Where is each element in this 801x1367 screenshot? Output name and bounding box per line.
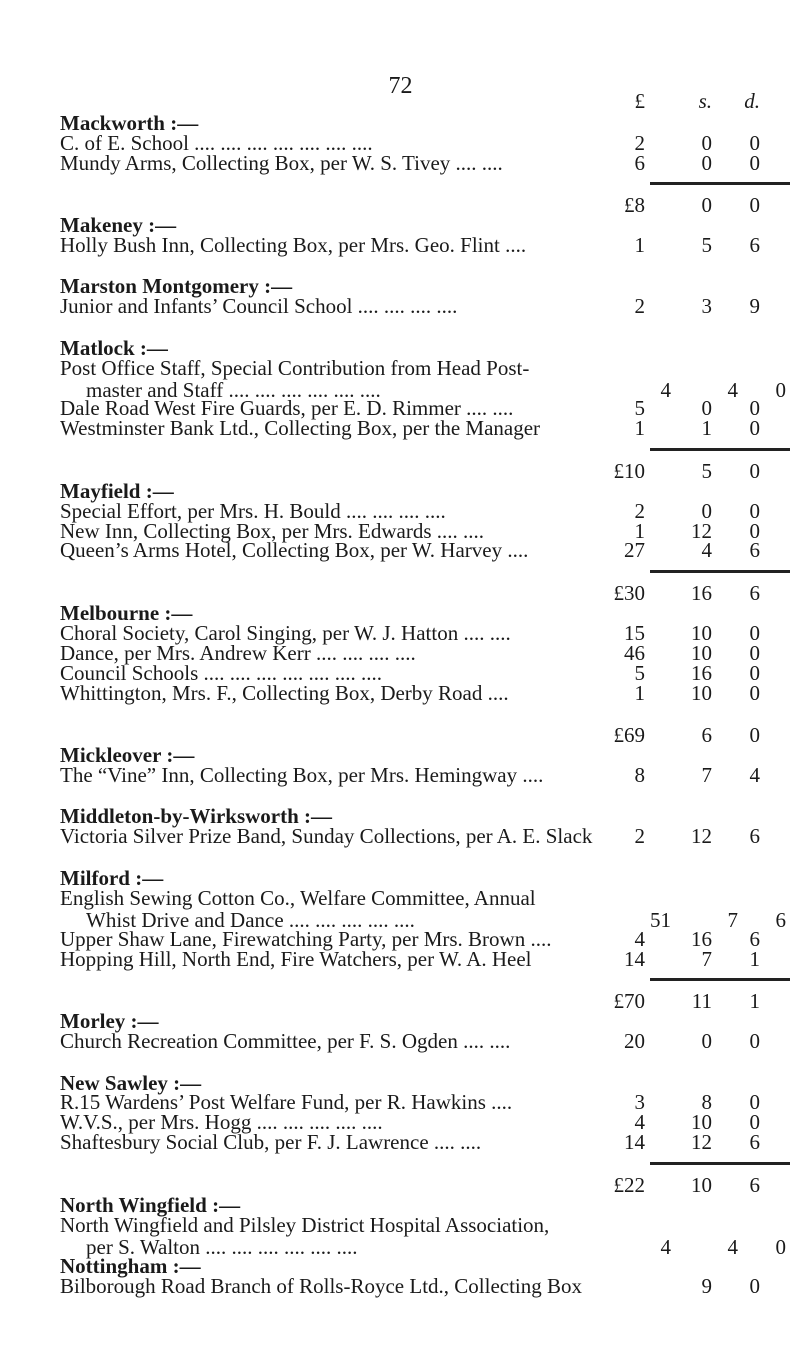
amount-pounds: 3 — [634, 1090, 645, 1114]
total-rule — [650, 1162, 790, 1165]
total-pounds: £30 — [613, 581, 645, 605]
amount-pence: 0 — [749, 681, 760, 705]
entry-line — [60, 150, 760, 176]
amount-pence: 6 — [749, 233, 760, 257]
amount-pounds: 2 — [634, 131, 645, 155]
amount-pence: 0 — [749, 1110, 760, 1134]
amount-pounds: 15 — [624, 621, 645, 645]
amount-pounds: 4 — [634, 927, 645, 951]
amount-pence: 0 — [749, 396, 760, 420]
entry-text: Dance, per Mrs. Andrew Kerr .... .... .... .... — [60, 641, 416, 665]
total-shillings: 10 — [691, 1173, 712, 1197]
entry-line — [60, 680, 760, 706]
entry-text: Bilborough Road Branch of Rolls-Royce Ltd., Collecting Box — [60, 1274, 583, 1298]
amount-shillings: 0 — [701, 151, 712, 175]
entry-text: Junior and Infants’ Council School .... .... .... .... — [60, 294, 458, 318]
amount-pence: 0 — [749, 661, 760, 685]
entry-text: Whist Drive and Dance .... .... .... .... .... — [86, 908, 415, 932]
amount-pounds: 4 — [634, 1110, 645, 1134]
entry-text: North Wingfield and Pilsley District Hospital Association, — [60, 1213, 550, 1237]
amount-shillings: 4 — [701, 538, 712, 562]
total-pence: 0 — [749, 723, 760, 747]
amount-shillings: 4 — [727, 1235, 738, 1259]
entry-text: English Sewing Cotton Co., Welfare Committee, Annual — [60, 886, 536, 910]
entry-text: master and Staff .... .... .... .... .... .... — [86, 378, 381, 402]
amount-pounds: 8 — [634, 763, 645, 787]
amount-pence: 0 — [749, 416, 760, 440]
section-heading: Marston Montgomery :— — [60, 274, 293, 298]
amount-pounds: 6 — [634, 151, 645, 175]
entry-line — [60, 823, 760, 849]
amount-pounds: 46 — [624, 641, 645, 665]
total-pence: 0 — [749, 193, 760, 217]
total-shillings: 6 — [701, 723, 712, 747]
amount-pounds: 14 — [624, 947, 645, 971]
entry-line — [60, 415, 760, 441]
amount-pence: 0 — [749, 151, 760, 175]
entry-text: Upper Shaw Lane, Firewatching Party, per Mrs. Brown .... — [60, 927, 552, 951]
entry-text: Queen’s Arms Hotel, Collecting Box, per W. Harvey .... — [60, 538, 529, 562]
entry-line — [60, 293, 760, 319]
amount-pence: 1 — [749, 947, 760, 971]
total-pence: 1 — [749, 989, 760, 1013]
amount-pence: 0 — [749, 131, 760, 155]
amount-pence: 6 — [749, 824, 760, 848]
entry-line — [60, 232, 760, 258]
amount-shillings: 12 — [691, 1130, 712, 1154]
total-pounds: £70 — [613, 989, 645, 1013]
entry-text: Shaftesbury Social Club, per F. J. Lawrence .... .... — [60, 1130, 482, 1154]
amount-pence: 0 — [749, 1274, 760, 1298]
total-rule — [650, 570, 790, 573]
total-shillings: 16 — [691, 581, 712, 605]
amount-pence: 0 — [749, 641, 760, 665]
total-rule — [650, 978, 790, 981]
amount-shillings: 9 — [701, 1274, 712, 1298]
entry-text: Council Schools .... .... .... .... .... .... .... — [60, 661, 383, 685]
amount-shillings: 0 — [701, 396, 712, 420]
amount-pounds: 4 — [660, 1235, 671, 1259]
amount-shillings: 12 — [691, 519, 712, 543]
amount-pence: 6 — [775, 908, 786, 932]
entry-text: Choral Society, Carol Singing, per W. J. Hatton .... .... — [60, 621, 511, 645]
section-heading: Morley :— — [60, 1009, 159, 1033]
amount-shillings: 3 — [701, 294, 712, 318]
entry-text: Westminster Bank Ltd., Collecting Box, per the Manager — [60, 416, 541, 440]
section-heading: Makeney :— — [60, 213, 177, 237]
entry-text: W.V.S., per Mrs. Hogg .... .... .... .... .... — [60, 1110, 383, 1134]
pounds-header: £ — [634, 89, 645, 113]
amount-pence: 0 — [749, 621, 760, 645]
amount-pence: 0 — [775, 378, 786, 402]
total-pounds: £8 — [624, 193, 645, 217]
section-heading: Mayfield :— — [60, 479, 174, 503]
total-pounds: £10 — [613, 459, 645, 483]
amount-shillings: 16 — [691, 927, 712, 951]
pence-header: d. — [744, 89, 760, 113]
amount-shillings: 10 — [691, 641, 712, 665]
amount-shillings: 12 — [691, 824, 712, 848]
amount-pounds: 1 — [634, 681, 645, 705]
entry-text: Holly Bush Inn, Collecting Box, per Mrs. Geo. Flint .... — [60, 233, 527, 257]
amount-pounds: 5 — [634, 661, 645, 685]
amount-shillings: 0 — [701, 499, 712, 523]
amount-pence: 6 — [749, 927, 760, 951]
amount-shillings: 10 — [691, 681, 712, 705]
entry-text: Post Office Staff, Special Contribution from Head Post- — [60, 356, 530, 380]
total-pence: 6 — [749, 1173, 760, 1197]
entry-text: Mundy Arms, Collecting Box, per W. S. Tivey .... .... — [60, 151, 503, 175]
amount-pounds: 51 — [650, 908, 671, 932]
amount-shillings: 5 — [701, 233, 712, 257]
section-heading: Milford :— — [60, 866, 164, 890]
total-pounds: £22 — [613, 1173, 645, 1197]
entry-text: per S. Walton .... .... .... .... .... .... — [86, 1235, 358, 1259]
amount-shillings: 16 — [691, 661, 712, 685]
page-number: 72 — [388, 73, 413, 99]
amount-pounds: 14 — [624, 1130, 645, 1154]
amount-shillings: 4 — [727, 378, 738, 402]
entry-line — [60, 1129, 760, 1155]
total-pounds: £69 — [613, 723, 645, 747]
entry-line — [60, 762, 760, 788]
amount-pence: 9 — [749, 294, 760, 318]
amount-pence: 4 — [749, 763, 760, 787]
total-shillings: 11 — [691, 989, 712, 1013]
entry-text: R.15 Wardens’ Post Welfare Fund, per R. Hawkins .... — [60, 1090, 513, 1114]
section-heading: New Sawley :— — [60, 1071, 202, 1095]
total-rule — [650, 448, 790, 451]
entry-text: Hopping Hill, North End, Fire Watchers, per W. A. Heel — [60, 947, 532, 971]
amount-shillings: 10 — [691, 1110, 712, 1134]
amount-pounds: 2 — [634, 824, 645, 848]
amount-pence: 0 — [749, 519, 760, 543]
section-heading: North Wingfield :— — [60, 1193, 241, 1217]
amount-pounds: 2 — [634, 294, 645, 318]
amount-shillings: 10 — [691, 621, 712, 645]
entry-text: Victoria Silver Prize Band, Sunday Collections, per A. E. Slack — [60, 824, 593, 848]
amount-pence: 6 — [749, 1130, 760, 1154]
amount-pence: 0 — [775, 1235, 786, 1259]
entry-text: Church Recreation Committee, per F. S. Ogden .... .... — [60, 1029, 511, 1053]
amount-pence: 0 — [749, 1090, 760, 1114]
total-shillings: 0 — [701, 193, 712, 217]
entry-text: Special Effort, per Mrs. H. Bould .... .... .... .... — [60, 499, 446, 523]
section-heading: Matlock :— — [60, 336, 168, 360]
entry-line — [60, 1028, 760, 1054]
entry-text: The “Vine” Inn, Collecting Box, per Mrs. Hemingway .... — [60, 763, 544, 787]
amount-pence: 0 — [749, 499, 760, 523]
entry-text: Dale Road West Fire Guards, per E. D. Rimmer .... .... — [60, 396, 514, 420]
entry-text: C. of E. School .... .... .... .... .... .... .... — [60, 131, 373, 155]
amount-pounds: 1 — [634, 416, 645, 440]
section-heading: Melbourne :— — [60, 601, 193, 625]
total-pence: 6 — [749, 581, 760, 605]
entry-text: Whittington, Mrs. F., Collecting Box, Derby Road .... — [60, 681, 509, 705]
total-pence: 0 — [749, 459, 760, 483]
section-heading: Mickleover :— — [60, 743, 195, 767]
amount-pounds: 5 — [634, 396, 645, 420]
section-heading: Nottingham :— — [60, 1254, 201, 1278]
amount-pounds: 1 — [634, 519, 645, 543]
amount-shillings: 0 — [701, 131, 712, 155]
amount-shillings: 7 — [701, 947, 712, 971]
section-heading: Mackworth :— — [60, 111, 199, 135]
amount-pence: 6 — [749, 538, 760, 562]
shillings-header: s. — [698, 89, 712, 113]
total-rule — [650, 182, 790, 185]
amount-shillings: 0 — [701, 1029, 712, 1053]
amount-pounds: 27 — [624, 538, 645, 562]
entry-line — [60, 537, 760, 563]
amount-shillings: 7 — [701, 763, 712, 787]
amount-pounds: 20 — [624, 1029, 645, 1053]
entry-line — [60, 946, 760, 972]
section-heading: Middleton-by-Wirksworth :— — [60, 804, 333, 828]
amount-shillings: 7 — [727, 908, 738, 932]
entry-text: New Inn, Collecting Box, per Mrs. Edwards .... .... — [60, 519, 485, 543]
amount-pounds: 4 — [660, 378, 671, 402]
amount-shillings: 8 — [701, 1090, 712, 1114]
amount-pence: 0 — [749, 1029, 760, 1053]
total-shillings: 5 — [701, 459, 712, 483]
amount-pounds: 2 — [634, 499, 645, 523]
amount-shillings: 1 — [701, 416, 712, 440]
entry-line — [60, 1273, 760, 1299]
amount-pounds: 1 — [634, 233, 645, 257]
